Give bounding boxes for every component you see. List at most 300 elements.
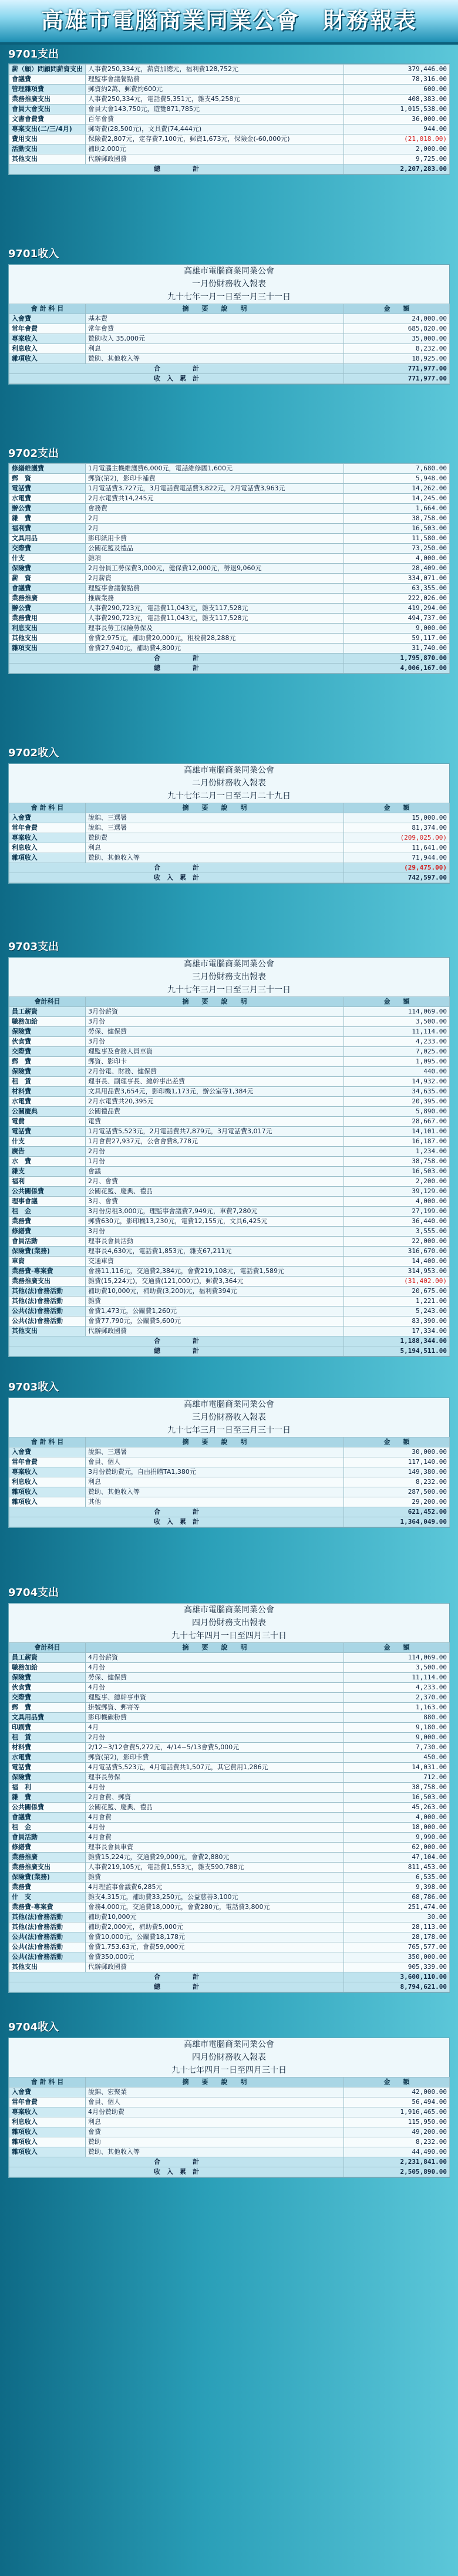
description-cell: 會員、個人 bbox=[86, 1457, 344, 1467]
income-table bbox=[9, 1437, 450, 1527]
section-9704-expense bbox=[8, 1585, 450, 2008]
account-item: 業務費 bbox=[9, 1217, 86, 1227]
table-row bbox=[9, 1467, 450, 1477]
account-item: 印刷費 bbox=[9, 1723, 86, 1733]
section-9704-income bbox=[8, 2020, 450, 2220]
table-row bbox=[9, 1912, 450, 1922]
account-item: 廣告 bbox=[9, 1147, 86, 1157]
account-item: 雜支 bbox=[9, 1167, 86, 1177]
table-row bbox=[9, 1237, 450, 1247]
description-cell: 利息 bbox=[86, 843, 344, 853]
account-item: 水電費 bbox=[9, 1753, 86, 1763]
description-cell: 理事長會員活動 bbox=[86, 1237, 344, 1247]
account-item: 保險費 bbox=[9, 1067, 86, 1077]
amount-cell: 379,446.00 bbox=[344, 65, 450, 75]
description-cell: 說錦、三選署 bbox=[86, 1447, 344, 1457]
subtotal-label: 合 計 bbox=[9, 863, 344, 873]
column-header: 會 計 科 目 bbox=[9, 803, 86, 813]
description-cell: 會費10,000元，公關費18,178元 bbox=[86, 1932, 344, 1942]
page-title: 高雄市電腦商業同業公會 財務報表 bbox=[41, 8, 417, 33]
account-item: 伙食費 bbox=[9, 1037, 86, 1047]
account-item: 其他(法)會務活動 bbox=[9, 1287, 86, 1297]
table-row bbox=[9, 1117, 450, 1127]
description-cell: 人事費290,723元，電話費11,043元，雜支117,528元 bbox=[86, 604, 344, 614]
column-header: 會 計 科 目 bbox=[9, 304, 86, 314]
table-row bbox=[9, 324, 450, 334]
description-cell: 2月、會費 bbox=[86, 1177, 344, 1187]
amount-cell: 1,221.00 bbox=[344, 1297, 450, 1306]
table-row bbox=[9, 1027, 450, 1037]
amount-cell: 905,339.00 bbox=[344, 1962, 450, 1972]
income-report-panel bbox=[8, 264, 450, 385]
amount-cell: 9,000.00 bbox=[344, 1733, 450, 1743]
account-item: 電話費 bbox=[9, 1127, 86, 1137]
description-cell: 會員大會143,750元，遊覽871,785元 bbox=[86, 105, 344, 115]
description-cell: 會費1,753.63元，會費59,000元 bbox=[86, 1942, 344, 1952]
description-cell: 郵寄費(28,500元)，文具費(74,444元) bbox=[86, 124, 344, 134]
description-cell: 公關花籃、慶典、禮品 bbox=[86, 1803, 344, 1813]
total-label: 總 計 bbox=[9, 1346, 344, 1356]
description-cell: 雜費 bbox=[86, 1873, 344, 1883]
amount-cell: 314,953.00 bbox=[344, 1267, 450, 1277]
report-name: 三月份財務支出報表 bbox=[192, 972, 266, 982]
account-item: 入會費 bbox=[9, 813, 86, 823]
total-label: 收 入 累 計 bbox=[9, 873, 344, 883]
table-row bbox=[9, 1197, 450, 1207]
account-item: 電費 bbox=[9, 1117, 86, 1127]
amount-cell: 18,000.00 bbox=[344, 1823, 450, 1833]
description-cell: 會務費 bbox=[86, 504, 344, 514]
account-item: 會員活動 bbox=[9, 1237, 86, 1247]
table-row bbox=[9, 1813, 450, 1823]
total-label: 總 計 bbox=[9, 664, 344, 674]
table-row bbox=[9, 1932, 450, 1942]
total-row bbox=[9, 2167, 450, 2177]
amount-cell: 78,316.00 bbox=[344, 75, 450, 85]
amount-cell: 350,000.00 bbox=[344, 1952, 450, 1962]
amount-cell: 31,740.00 bbox=[344, 644, 450, 654]
total-amount: 2,505,890.00 bbox=[344, 2167, 450, 2177]
description-cell: 2月份 bbox=[86, 1147, 344, 1157]
table-row bbox=[9, 154, 450, 164]
table-row bbox=[9, 504, 450, 514]
table-row bbox=[9, 474, 450, 484]
total-amount: 742,597.00 bbox=[344, 873, 450, 883]
table-header-row bbox=[9, 1437, 450, 1447]
subtotal-row bbox=[9, 863, 450, 873]
table-row bbox=[9, 524, 450, 534]
amount-cell: 880.00 bbox=[344, 1713, 450, 1723]
amount-cell: 34,635.00 bbox=[344, 1087, 450, 1097]
amount-cell: 5,948.00 bbox=[344, 474, 450, 484]
table-row bbox=[9, 484, 450, 494]
table-row bbox=[9, 813, 450, 823]
amount-cell: 17,334.00 bbox=[344, 1326, 450, 1336]
column-header: 摘 要 說 明 bbox=[86, 1437, 344, 1447]
account-item: 專案收入 bbox=[9, 334, 86, 344]
amount-cell: 334,071.00 bbox=[344, 574, 450, 584]
amount-cell: 36,440.00 bbox=[344, 1217, 450, 1227]
description-cell: 雜費 bbox=[86, 1297, 344, 1306]
table-row bbox=[9, 1723, 450, 1733]
table-row bbox=[9, 2127, 450, 2137]
table-row bbox=[9, 1067, 450, 1077]
account-item: 其他支出 bbox=[9, 634, 86, 644]
amount-cell: 222,026.00 bbox=[344, 594, 450, 604]
amount-cell: (209,025.00) bbox=[344, 833, 450, 843]
account-item: 租 賃 bbox=[9, 1077, 86, 1087]
account-item: 福利費 bbox=[9, 524, 86, 534]
amount-cell: 16,503.00 bbox=[344, 524, 450, 534]
amount-cell: 7,680.00 bbox=[344, 464, 450, 474]
amount-cell: 28,409.00 bbox=[344, 564, 450, 574]
table-row bbox=[9, 1137, 450, 1147]
total-amount: 771,977.00 bbox=[344, 374, 450, 384]
table-row bbox=[9, 1127, 450, 1137]
description-cell: 會費1,473元，公關費1,260元 bbox=[86, 1306, 344, 1316]
amount-cell: 28,667.00 bbox=[344, 1117, 450, 1127]
table-row bbox=[9, 514, 450, 524]
account-item: 職務加給 bbox=[9, 1663, 86, 1673]
expense-report-panel bbox=[8, 957, 450, 1357]
report-name: 四月份財務支出報表 bbox=[192, 1618, 266, 1628]
expense-table bbox=[9, 1642, 450, 1992]
amount-cell: 944.00 bbox=[344, 124, 450, 134]
report-title bbox=[9, 265, 449, 304]
table-row bbox=[9, 1873, 450, 1883]
amount-cell: 24,000.00 bbox=[344, 314, 450, 324]
description-cell: 2月份 bbox=[86, 1733, 344, 1743]
description-cell: 影印紙用卡費 bbox=[86, 534, 344, 544]
account-item: 入會費 bbox=[9, 1447, 86, 1457]
income-table bbox=[9, 2077, 450, 2177]
description-cell: 4月份薪資 bbox=[86, 1653, 344, 1663]
table-row bbox=[9, 1487, 450, 1497]
amount-cell: 4,233.00 bbox=[344, 1683, 450, 1693]
report-period: 九十七年二月一日至二月二十九日 bbox=[167, 792, 291, 801]
table-row bbox=[9, 1902, 450, 1912]
report-title bbox=[9, 958, 449, 996]
report-org: 高雄市電腦商業同業公會 bbox=[184, 2040, 274, 2049]
account-item: 水電費 bbox=[9, 1097, 86, 1107]
description-cell: 4月電話費5,523元，4月電話費共1,507元，其它費用1,286元 bbox=[86, 1763, 344, 1773]
account-item: 其他支出 bbox=[9, 1962, 86, 1972]
total-label: 總 計 bbox=[9, 164, 344, 174]
table-header-row bbox=[9, 2077, 450, 2087]
amount-cell: 811,453.00 bbox=[344, 1863, 450, 1873]
account-item: 郵 費 bbox=[9, 1703, 86, 1713]
account-item: 車資 bbox=[9, 1257, 86, 1267]
column-header: 摘 要 說 明 bbox=[86, 803, 344, 813]
amount-cell: 44,490.00 bbox=[344, 2147, 450, 2157]
description-cell: 公關花籃、慶典、禮品 bbox=[86, 1187, 344, 1197]
table-row bbox=[9, 1843, 450, 1853]
description-cell: 雜費(15,224元)，交通費(121,000元)，郵費3,364元 bbox=[86, 1277, 344, 1287]
description-cell: 贊助 bbox=[86, 2137, 344, 2147]
table-row bbox=[9, 1693, 450, 1703]
table-row bbox=[9, 95, 450, 105]
amount-cell: 62,000.00 bbox=[344, 1843, 450, 1853]
table-row bbox=[9, 1297, 450, 1306]
account-item: 會員活動 bbox=[9, 1833, 86, 1843]
table-row bbox=[9, 1477, 450, 1487]
table-row bbox=[9, 1753, 450, 1763]
account-item: 文書會費費 bbox=[9, 115, 86, 124]
table-row bbox=[9, 1306, 450, 1316]
amount-cell: 5,243.00 bbox=[344, 1306, 450, 1316]
description-cell: 理事長勞工保險勞保及 bbox=[86, 624, 344, 634]
subtotal-row bbox=[9, 1972, 450, 1982]
account-item: 員工薪資 bbox=[9, 1653, 86, 1663]
report-org: 高雄市電腦商業同業公會 bbox=[184, 267, 274, 276]
description-cell: 代辦郵政國費 bbox=[86, 1962, 344, 1972]
table-row bbox=[9, 1713, 450, 1723]
description-cell: 理事長4,630元，電話費1,853元，雜支67,211元 bbox=[86, 1247, 344, 1257]
table-row bbox=[9, 1107, 450, 1117]
amount-cell: 22,000.00 bbox=[344, 1237, 450, 1247]
amount-cell: 287,500.00 bbox=[344, 1487, 450, 1497]
total-amount: 1,364,049.00 bbox=[344, 1517, 450, 1527]
amount-cell: 419,294.00 bbox=[344, 604, 450, 614]
description-cell: 2月水電費共20,395元 bbox=[86, 1097, 344, 1107]
account-item: 雜項收入 bbox=[9, 2127, 86, 2137]
description-cell: 郵資約2萬、郵費約600元 bbox=[86, 85, 344, 95]
total-amount: 2,207,283.00 bbox=[344, 164, 450, 174]
section-label: 9701支出 bbox=[8, 48, 59, 60]
amount-cell: 8,232.00 bbox=[344, 1477, 450, 1487]
account-item: 公共(法)會務活動 bbox=[9, 1306, 86, 1316]
table-row bbox=[9, 1077, 450, 1087]
amount-cell: 18,925.00 bbox=[344, 354, 450, 364]
total-amount: 4,006,167.00 bbox=[344, 664, 450, 674]
amount-cell: 11,114.00 bbox=[344, 1027, 450, 1037]
report-org: 高雄市電腦商業同業公會 bbox=[184, 959, 274, 969]
table-row bbox=[9, 1167, 450, 1177]
description-cell: 1月電腦主機維護費6,000元，電話維修國1,600元 bbox=[86, 464, 344, 474]
account-item: 交際費 bbox=[9, 1693, 86, 1703]
total-row bbox=[9, 873, 450, 883]
report-name: 三月份財務收入報表 bbox=[192, 1413, 266, 1422]
column-header: 會 計 科 目 bbox=[9, 2077, 86, 2087]
section-label: 9703支出 bbox=[8, 941, 59, 953]
amount-cell: 4,233.00 bbox=[344, 1037, 450, 1047]
description-cell: 推廣業務 bbox=[86, 594, 344, 604]
table-row bbox=[9, 594, 450, 604]
amount-cell: 1,015,538.00 bbox=[344, 105, 450, 115]
account-item: 雜項收入 bbox=[9, 1497, 86, 1507]
account-item: 業務推廣 bbox=[9, 1853, 86, 1863]
amount-cell: 2,200.00 bbox=[344, 1177, 450, 1187]
amount-cell: 1,163.00 bbox=[344, 1703, 450, 1713]
description-cell: 郵資(第2)，影印卡補費 bbox=[86, 474, 344, 484]
subtotal-row bbox=[9, 1507, 450, 1517]
amount-cell: 9,180.00 bbox=[344, 1723, 450, 1733]
account-item: 其他支出 bbox=[9, 154, 86, 164]
account-item: 常年會費 bbox=[9, 2097, 86, 2107]
description-cell: 會務11,116元，交通費2,384元，會費219,108元，電話費1,589元 bbox=[86, 1267, 344, 1277]
amount-cell: 11,114.00 bbox=[344, 1673, 450, 1683]
account-item: 雜項收入 bbox=[9, 2137, 86, 2147]
amount-cell: 73,250.00 bbox=[344, 544, 450, 554]
account-item: 電話費 bbox=[9, 1763, 86, 1773]
account-item: 會議費 bbox=[9, 75, 86, 85]
subtotal-label: 合 計 bbox=[9, 654, 344, 664]
amount-cell: 117,140.00 bbox=[344, 1457, 450, 1467]
section-9702-income bbox=[8, 746, 450, 934]
subtotal-label: 合 計 bbox=[9, 1336, 344, 1346]
description-cell: 影印機碳粉費 bbox=[86, 1713, 344, 1723]
description-cell: 會費2,975元，補助費20,000元，租稅費28,288元 bbox=[86, 634, 344, 644]
account-item: 材料費 bbox=[9, 1087, 86, 1097]
report-title bbox=[9, 1604, 449, 1642]
description-cell: 理監事及會務人員車資 bbox=[86, 1047, 344, 1057]
description-cell: 3月份薪資 bbox=[86, 1007, 344, 1017]
amount-cell: 115,950.00 bbox=[344, 2117, 450, 2127]
description-cell: 理監事會議餐點費 bbox=[86, 584, 344, 594]
amount-cell: 2,000.00 bbox=[344, 144, 450, 154]
account-item: 公共(法)會務活動 bbox=[9, 1932, 86, 1942]
table-row bbox=[9, 1863, 450, 1873]
amount-cell: 16,503.00 bbox=[344, 1167, 450, 1177]
account-item: 業務費-專案費 bbox=[9, 1902, 86, 1912]
report-title bbox=[9, 764, 449, 803]
total-row bbox=[9, 1346, 450, 1356]
report-org: 高雄市電腦商業同業公會 bbox=[184, 766, 274, 775]
description-cell: 保險費2,807元，定存費7,100元，郵資1,673元，保險金(-60,000元) bbox=[86, 134, 344, 144]
table-row bbox=[9, 2107, 450, 2117]
table-row bbox=[9, 1893, 450, 1902]
account-item: 雜項收入 bbox=[9, 354, 86, 364]
column-header: 會計科目 bbox=[9, 1643, 86, 1653]
table-row bbox=[9, 105, 450, 115]
table-row bbox=[9, 1157, 450, 1167]
description-cell: 其他 bbox=[86, 1497, 344, 1507]
account-item: 什 支 bbox=[9, 1893, 86, 1902]
table-row bbox=[9, 1017, 450, 1027]
description-cell: 利息 bbox=[86, 344, 344, 354]
account-item: 利息收入 bbox=[9, 344, 86, 354]
account-item: 入會費 bbox=[9, 314, 86, 324]
account-item: 保險費 bbox=[9, 564, 86, 574]
amount-cell: 30.00 bbox=[344, 1912, 450, 1922]
table-row bbox=[9, 1207, 450, 1217]
income-report-panel bbox=[8, 763, 450, 884]
account-item: 雜 費 bbox=[9, 1793, 86, 1803]
column-header: 金 額 bbox=[344, 1643, 450, 1653]
account-item: 辦公費 bbox=[9, 604, 86, 614]
account-item: 其他(法)會務活動 bbox=[9, 1912, 86, 1922]
column-header: 摘 要 說 明 bbox=[86, 304, 344, 314]
amount-cell: 9,725.00 bbox=[344, 154, 450, 164]
table-row bbox=[9, 134, 450, 144]
table-row bbox=[9, 494, 450, 504]
report-name: 二月份財務收入報表 bbox=[192, 779, 266, 788]
column-header: 會計科目 bbox=[9, 997, 86, 1007]
account-item: 租 金 bbox=[9, 1207, 86, 1217]
description-cell: 利息 bbox=[86, 2117, 344, 2127]
description-cell: 4月 bbox=[86, 1723, 344, 1733]
total-label: 收 入 累 計 bbox=[9, 2167, 344, 2177]
subtotal-amount: 771,977.00 bbox=[344, 364, 450, 374]
amount-cell: 8,232.00 bbox=[344, 2137, 450, 2147]
description-cell: 補助費10,000元 bbox=[86, 1912, 344, 1922]
account-item: 管理雜項費 bbox=[9, 85, 86, 95]
table-row bbox=[9, 1447, 450, 1457]
account-item: 水 費 bbox=[9, 1157, 86, 1167]
description-cell: 補助費2,000元，補助費5,000元 bbox=[86, 1922, 344, 1932]
account-item: 會員大會支出 bbox=[9, 105, 86, 115]
description-cell: 說錦、宏聚業 bbox=[86, 2087, 344, 2097]
description-cell: 基本費 bbox=[86, 314, 344, 324]
account-item: 水電費 bbox=[9, 494, 86, 504]
amount-cell: 20,675.00 bbox=[344, 1287, 450, 1297]
table-row bbox=[9, 554, 450, 564]
expense-report-panel bbox=[8, 1603, 450, 1993]
description-cell: 會務4,000元，交通費18,000元，會費280元，電話費3,800元 bbox=[86, 1902, 344, 1912]
description-cell: 4月理監事會議費6,285元 bbox=[86, 1883, 344, 1893]
amount-cell: 494,737.00 bbox=[344, 614, 450, 624]
total-row bbox=[9, 1517, 450, 1527]
description-cell: 1月份 bbox=[86, 1157, 344, 1167]
amount-cell: 56,494.00 bbox=[344, 2097, 450, 2107]
table-row bbox=[9, 534, 450, 544]
amount-cell: 42,000.00 bbox=[344, 2087, 450, 2097]
table-header-row bbox=[9, 803, 450, 813]
account-item: 保險費(業務) bbox=[9, 1873, 86, 1883]
description-cell: 人事費219,105元，電話費1,553元，雜支590,788元 bbox=[86, 1863, 344, 1873]
table-row bbox=[9, 1037, 450, 1047]
table-row bbox=[9, 1007, 450, 1017]
description-cell: 會費27,940元，補助費4,800元 bbox=[86, 644, 344, 654]
total-amount: 5,194,511.00 bbox=[344, 1346, 450, 1356]
section-9701-income bbox=[8, 247, 450, 440]
account-item: 福利 bbox=[9, 1177, 86, 1187]
description-cell: 說錦、三選署 bbox=[86, 823, 344, 833]
subtotal-row bbox=[9, 1336, 450, 1346]
amount-cell: 1,916,465.00 bbox=[344, 2107, 450, 2117]
amount-cell: 63,355.00 bbox=[344, 584, 450, 594]
subtotal-row bbox=[9, 654, 450, 664]
description-cell: 會員、個人 bbox=[86, 2097, 344, 2107]
amount-cell: 7,025.00 bbox=[344, 1047, 450, 1057]
description-cell: 雜費15,224元，交通費29,000元，會費2,880元 bbox=[86, 1853, 344, 1863]
total-row bbox=[9, 1982, 450, 1992]
description-cell: 代辦郵政國費 bbox=[86, 154, 344, 164]
description-cell: 贊助、其他收入等 bbox=[86, 1487, 344, 1497]
report-org: 高雄市電腦商業同業公會 bbox=[184, 1400, 274, 1409]
description-cell: 交通車資 bbox=[86, 1257, 344, 1267]
table-row bbox=[9, 1703, 450, 1713]
table-row bbox=[9, 1217, 450, 1227]
amount-cell: (21,018.00) bbox=[344, 134, 450, 144]
amount-cell: 114,069.00 bbox=[344, 1653, 450, 1663]
table-row bbox=[9, 144, 450, 154]
account-item: 常年會費 bbox=[9, 324, 86, 334]
description-cell: 1月會費27,937元，公會會費8,778元 bbox=[86, 1137, 344, 1147]
table-row bbox=[9, 1733, 450, 1743]
amount-cell: 1,095.00 bbox=[344, 1057, 450, 1067]
table-row bbox=[9, 464, 450, 474]
amount-cell: 5,890.00 bbox=[344, 1107, 450, 1117]
amount-cell: 14,400.00 bbox=[344, 1257, 450, 1267]
account-item: 理事會議 bbox=[9, 1197, 86, 1207]
amount-cell: 9,000.00 bbox=[344, 624, 450, 634]
table-row bbox=[9, 644, 450, 654]
account-item: 郵 費 bbox=[9, 1057, 86, 1067]
table-row bbox=[9, 1227, 450, 1237]
description-cell: 勞保、健保費 bbox=[86, 1027, 344, 1037]
account-item: 什支 bbox=[9, 1137, 86, 1147]
